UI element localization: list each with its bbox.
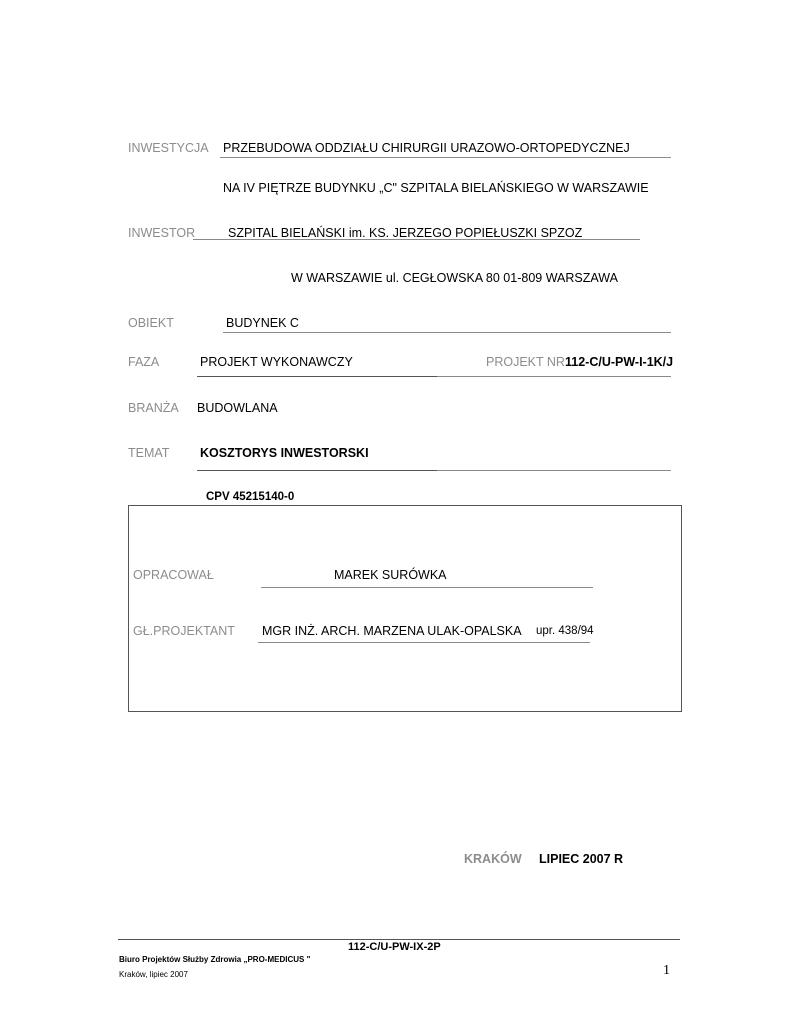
- inwestor-value-line2: W WARSZAWIE ul. CEGŁOWSKA 80 01-809 WARSZAWA: [291, 271, 618, 285]
- obiekt-value: BUDYNEK C: [226, 316, 299, 330]
- temat-label: TEMAT: [128, 446, 170, 460]
- projekt-nr-value: 112-C/U-PW-I-1K/J: [565, 355, 674, 369]
- inwestor-underline: [193, 239, 640, 240]
- faza-label: FAZA: [128, 355, 160, 369]
- projektant-underline: [258, 642, 590, 643]
- faza-underline-light: [437, 376, 671, 377]
- faza-underline-dark: [197, 376, 437, 377]
- temat-underline-light: [437, 470, 671, 471]
- projektant-value: MGR INŻ. ARCH. MARZENA ULAK-OPALSKA: [262, 624, 522, 638]
- projektant-label: GŁ.PROJEKTANT: [133, 624, 235, 638]
- projektant-upr: upr. 438/94: [536, 625, 594, 637]
- obiekt-underline: [223, 332, 671, 333]
- place-city: KRAKÓW: [464, 852, 522, 866]
- branza-label: BRANŻA: [128, 401, 179, 415]
- projekt-nr-label: PROJEKT NR: [486, 355, 565, 369]
- page-number: 1: [663, 963, 670, 978]
- investycja-label: INWESTYCJA: [128, 141, 209, 155]
- place-date: LIPIEC 2007 R: [539, 852, 624, 866]
- inwestor-label: INWESTOR: [128, 226, 196, 240]
- authors-box: [128, 505, 682, 712]
- cpv-code: CPV 45215140-0: [206, 491, 295, 503]
- inwestor-value-line1: SZPITAL BIELAŃSKI im. KS. JERZEGO POPIEŁUSZKI SPZOZ: [228, 226, 583, 240]
- footer-city-date: Kraków, lipiec 2007: [119, 970, 188, 979]
- temat-value: KOSZTORYS INWESTORSKI: [200, 446, 369, 460]
- opracowal-label: OPRACOWAŁ: [133, 568, 214, 582]
- footer-company: Biuro Projektów Służby Zdrowia „PRO-MEDICUS ": [119, 955, 311, 964]
- investycja-value-line1: PRZEBUDOWA ODDZIAŁU CHIRURGII URAZOWO-ORTOPEDYCZNEJ: [223, 141, 630, 155]
- opracowal-value: MAREK SURÓWKA: [334, 568, 447, 582]
- obiekt-label: OBIEKT: [128, 316, 174, 330]
- branza-value: BUDOWLANA: [197, 401, 278, 415]
- footer-doc-code: 112-C/U-PW-IX-2P: [348, 941, 441, 953]
- investycja-value-line2: NA IV PIĘTRZE BUDYNKU „C" SZPITALA BIELAŃSKIEGO W WARSZAWIE: [223, 181, 649, 195]
- opracowal-underline: [261, 587, 593, 588]
- footer-rule: [118, 939, 680, 940]
- temat-underline-dark: [197, 470, 437, 471]
- investycja-underline: [220, 157, 671, 158]
- faza-value: PROJEKT WYKONAWCZY: [200, 355, 353, 369]
